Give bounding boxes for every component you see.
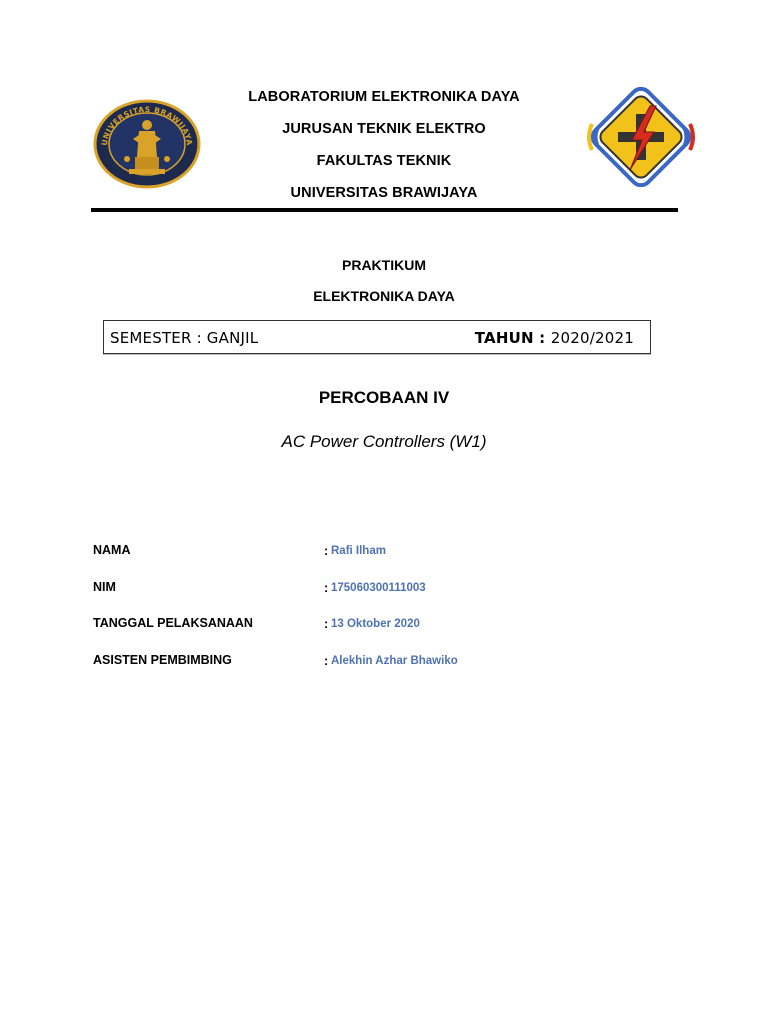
field-colon: : xyxy=(324,581,329,595)
header-divider xyxy=(91,208,678,212)
course-type: PRAKTIKUM xyxy=(342,257,426,273)
field-label-nama: NAMA xyxy=(93,543,131,557)
field-value-tanggal: 13 Oktober 2020 xyxy=(331,618,420,630)
year-value: 2020/2021 xyxy=(550,329,634,347)
semester-box xyxy=(103,320,651,354)
semester-info xyxy=(110,329,258,347)
header-lab-name: LABORATORIUM ELEKTRONIKA DAYA xyxy=(248,89,520,105)
semester-value: GANJIL xyxy=(206,329,259,347)
course-name: ELEKTRONIKA DAYA xyxy=(313,288,455,304)
year-info xyxy=(475,329,634,347)
field-colon: : xyxy=(324,654,329,668)
header-university: UNIVERSITAS BRAWIJAYA xyxy=(290,185,478,201)
header-faculty: FAKULTAS TEKNIK xyxy=(316,153,452,169)
field-colon: : xyxy=(324,544,329,558)
field-value-asisten: Alekhin Azhar Bhawiko xyxy=(331,655,458,667)
semester-label: SEMESTER : xyxy=(110,329,207,347)
field-label-asisten: ASISTEN PEMBIMBING xyxy=(93,653,232,667)
header-department: JURUSAN TEKNIK ELEKTRO xyxy=(282,121,486,137)
field-label-tanggal: TANGGAL PELAKSANAAN xyxy=(93,616,253,630)
university-seal-logo xyxy=(93,99,201,189)
field-colon: : xyxy=(324,617,329,631)
seal-text: UNIVERSITAS BRAWIJAYA xyxy=(99,104,195,147)
field-value-nama: Rafi Ilham xyxy=(331,545,386,557)
year-label: TAHUN : xyxy=(474,329,551,347)
experiment-title: AC Power Controllers (W1) xyxy=(281,432,487,451)
experiment-number: PERCOBAAN IV xyxy=(318,388,450,407)
field-label-nim: NIM xyxy=(93,580,116,594)
field-value-nim: 175060300111003 xyxy=(331,582,426,594)
